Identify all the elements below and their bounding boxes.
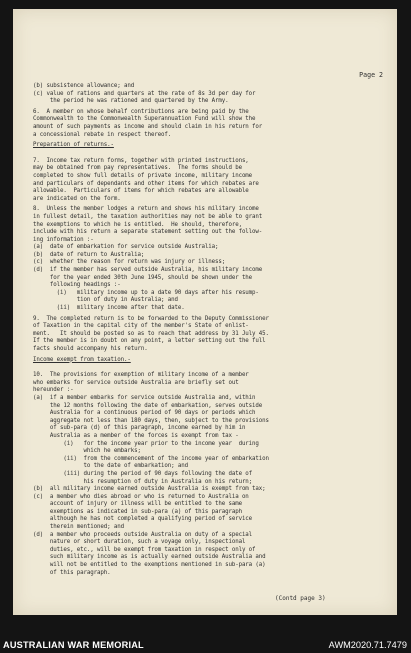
accession-number: AWM2020.71.7479 <box>328 640 407 650</box>
text-line: duties, etc., will be exempt from taxation in respect only of <box>33 546 256 553</box>
text-line: 8. Unless the member lodges a return and shows his military income <box>33 206 259 213</box>
text-line: (iii) during the period of 90 days following the date of <box>33 470 253 477</box>
text-line: 9. The completed return is to be forwarded to the Deputy Commissioner <box>33 315 269 322</box>
section-heading: Preparation of returns.- <box>33 142 114 149</box>
text-line: allowable. Particulars of items for which rebates are allowable <box>33 188 249 195</box>
text-line: to the date of embarkation; and <box>33 463 189 470</box>
text-line: which he embarks; <box>33 448 141 455</box>
text-line: (b) subsistence allowance; and <box>33 83 135 89</box>
text-line: 7. Income tax return forms, together with printed instructions, <box>33 157 249 164</box>
text-line: 6. A member on whose behalf contributions are being paid by the <box>33 108 249 115</box>
text-line: account of injury or illness will be entitled to the same <box>33 501 242 508</box>
text-line: (c) whether the reason for return was injury or illness; <box>33 259 226 266</box>
text-line: aggregate not less than 180 days, then, subject to the provisions <box>33 417 269 424</box>
text-line: Australia as a member of the forces is exempt from tax - <box>33 432 239 439</box>
text-line: a concessional rebate in respect thereof. <box>33 131 172 138</box>
text-line: in fullest detail, the taxation authorities may not be able to grant <box>33 213 263 220</box>
text-line: include with his return a separate statement setting out the follow- <box>33 229 263 236</box>
text-line: tion of duty in Australia; and <box>33 297 178 304</box>
footer-bar <box>0 620 411 653</box>
text-line: the 12 months following the date of embarkation, serves outside <box>33 402 263 409</box>
text-line: of Taxation in the capital city of the member's State of enlist- <box>33 323 249 330</box>
text-line: (c) a member who dies abroad or who is returned to Australia on <box>33 493 249 500</box>
text-line: and particulars of dependants and other items for which rebates are <box>33 180 259 187</box>
text-line: (c) value of rations and quarters at the rate of 8s 3d per day for <box>33 90 256 97</box>
text-line: may be obtained from pay representatives. The forms should be <box>33 165 242 172</box>
text-line: exemptions as indicated in sub-para (a) of this paragraph <box>33 508 242 515</box>
text-line: the period he was rationed and quartered by the Army. <box>33 98 229 105</box>
text-line: his resumption of duty in Australia on his return; <box>33 478 253 485</box>
text-line: are indicated on the form. <box>33 195 121 202</box>
text-line: (i) military income up to a date 90 days after his resump- <box>33 289 259 296</box>
text-line: (a) if a member embarks for service outside Australia and, within <box>33 394 256 401</box>
text-line: (d) if the member has served outside Australia, his military income <box>33 267 263 274</box>
text-line: such military income as is actually earned outside Australia and <box>33 554 266 561</box>
text-line: (ii) from the commencement of the income year of embarkation <box>33 455 269 462</box>
text-line: hereunder :- <box>33 387 74 394</box>
text-line: (b) all military income earned outside Australia is exempt from tax; <box>33 486 266 493</box>
section-heading: Income exempt from taxation.- <box>33 356 131 363</box>
text-line: of sub-para (d) of this paragraph, income earned by him in <box>33 425 246 432</box>
continued-note: (Contd page 3) <box>275 595 326 602</box>
document-body <box>33 83 383 577</box>
text-line: although he has not completed a qualifying period of service <box>33 516 253 523</box>
text-line: (d) a member who proceeds outside Australia on duty of a special <box>33 531 253 538</box>
text-line: (ii) military income after that date. <box>33 305 185 312</box>
text-line: who embarks for service outside Australia are briefly set out <box>33 379 239 386</box>
text-line: (i) for the income year prior to the income year during <box>33 440 259 447</box>
text-line: will not be entitled to the exemptions mentioned in sub-para (a) <box>33 562 266 569</box>
text-line: following headings :- <box>33 282 121 289</box>
text-line: ing information :- <box>33 236 94 243</box>
document-sheet <box>13 9 397 615</box>
text-line: (a) date of embarkation for service outside Australia; <box>33 244 219 251</box>
text-line: amount of such payments as income and should claim in his return for <box>33 123 263 130</box>
text-line: 10. The provisions for exemption of military income of a member <box>33 372 249 379</box>
text-line: ment. It should be posted so as to reach that address by 31 July 45. <box>33 330 269 337</box>
text-line: therein mentioned; and <box>33 524 124 531</box>
text-line: (b) date of return to Australia; <box>33 251 145 258</box>
text-line: Australia for a continuous period of 90 days or periods which <box>33 410 256 417</box>
text-line: If the member is in doubt on any point, a letter setting out the full <box>33 338 266 345</box>
text-line: nature or short duration, such a voyage only, inspectional <box>33 539 246 546</box>
text-line: facts should accompany his return. <box>33 346 148 352</box>
text-line: completed to show full details of private income, military income <box>33 172 253 179</box>
page-number: Page 2 <box>359 71 383 79</box>
text-line: the exemptions to which he is entitled. He should, therefore, <box>33 221 242 228</box>
text-line: for the year ended 30th June 1945, should be shown under the <box>33 274 253 281</box>
text-line: Commonwealth to the Commonwealth Superannuation Fund will show the <box>33 116 256 123</box>
institution-name: AUSTRALIAN WAR MEMORIAL <box>3 640 144 650</box>
text-line: of this paragraph. <box>33 569 111 576</box>
